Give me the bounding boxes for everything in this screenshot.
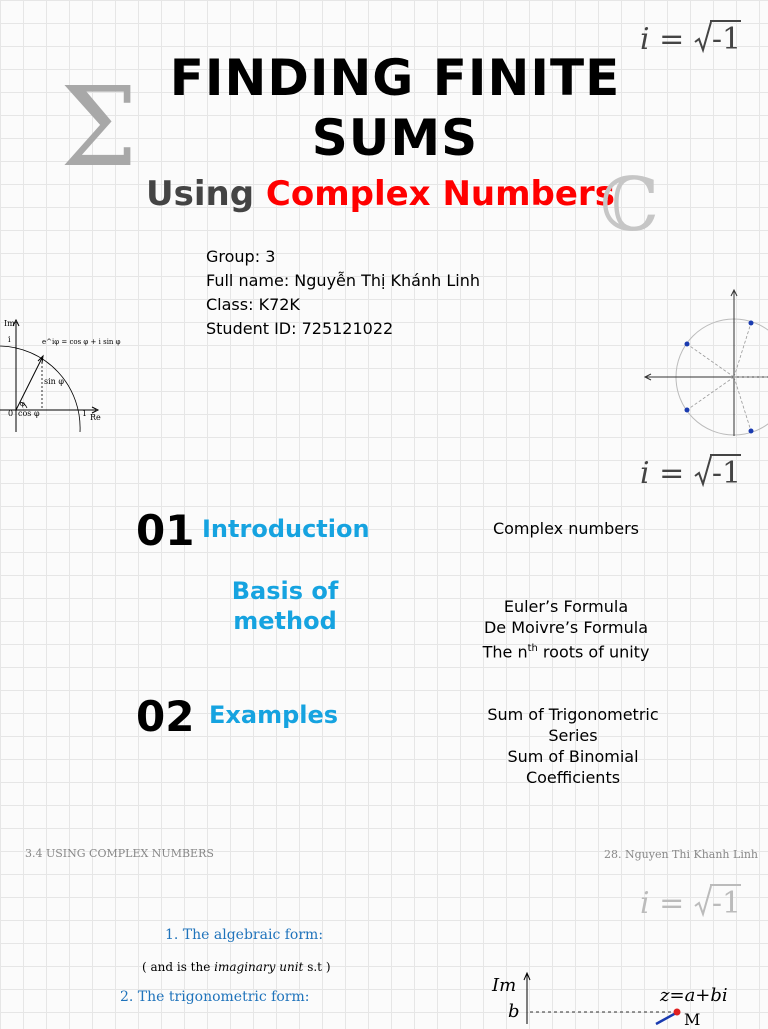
desc-de-moivre: De Moivre’s Formula — [483, 618, 649, 637]
section-title-introduction: Introduction — [202, 515, 370, 543]
student-info — [206, 245, 480, 341]
sqrt-icon — [694, 22, 741, 57]
complex-set-symbol: ℂ — [600, 162, 659, 248]
b-label: b — [508, 1001, 520, 1022]
section-title-basis — [200, 576, 370, 636]
footer-right: 28. Nguyen Thi Khanh Linh — [604, 848, 758, 861]
m-label: M — [684, 1010, 701, 1029]
desc-binom-1: Sum of Binomial — [507, 747, 639, 766]
trigonometric-form-heading: 2. The trigonometric form: — [120, 989, 310, 1005]
algebraic-form-slide — [0, 880, 768, 1029]
section-title-examples: Examples — [209, 701, 339, 729]
subtitle-using: Using — [146, 174, 266, 214]
title-line-1: FINDING FINITE — [169, 49, 621, 107]
euler-zero-label: 0 — [8, 409, 14, 418]
group-text: Group: 3 — [206, 247, 276, 266]
formula2-eq: = — [659, 456, 685, 491]
radical-sign-3-icon — [694, 884, 712, 918]
formula-i: i — [640, 22, 650, 57]
formula3-radicand: -1 — [711, 886, 742, 921]
imaginary-unit-note: ( and is the imaginary unit s.t ) — [142, 960, 331, 974]
z-label: z=a+bi — [660, 985, 728, 1006]
euler-phi-label: φ — [20, 400, 25, 408]
sqrt3-icon — [694, 886, 741, 921]
subtitle-complex-numbers: Complex Numbers — [265, 174, 615, 214]
euler-cos-label: cos φ — [18, 409, 40, 418]
algebraic-form-heading: 1. The algebraic form: — [165, 927, 324, 943]
desc-binom-2: Coefficients — [525, 768, 621, 787]
section-desc-examples — [463, 704, 683, 788]
euler-im-label: Im — [4, 319, 15, 328]
im-axis-label: Im — [492, 975, 517, 996]
title-slide — [0, 0, 768, 491]
title-line-2: SUMS — [311, 109, 479, 167]
subtitle — [146, 174, 615, 214]
basis-line-1: Basis of — [231, 577, 339, 605]
class-text: Class: K72K — [206, 295, 300, 314]
euler-one-label: 1 — [82, 409, 88, 418]
euler-re-label: Re — [90, 413, 101, 422]
page-title — [90, 48, 700, 168]
euler-i-label: i — [8, 335, 11, 344]
formula2-radicand: -1 — [711, 456, 742, 491]
formula3-i: i — [640, 886, 650, 921]
name-text: Full name: Nguyễn Thị Khánh Linh — [206, 271, 480, 290]
euler-formula-label: e^iφ = cos φ + i sin φ — [42, 338, 121, 346]
formula-radicand: -1 — [711, 22, 742, 57]
outline-slide — [0, 480, 768, 880]
section-desc-basis — [446, 596, 686, 662]
formula3-eq: = — [659, 886, 685, 921]
footer-left: 3.4 USING COMPLEX NUMBERS — [25, 847, 214, 860]
roots-of-unity-diagram — [640, 286, 768, 436]
basis-line-2: method — [233, 607, 337, 635]
student-id-text: Student ID: 725121022 — [206, 319, 394, 338]
desc-trig-1: Sum of Trigonometric — [487, 705, 659, 724]
radical-sign-icon — [694, 20, 712, 54]
euler-formula-diagram — [0, 312, 121, 436]
sigma-symbol: Σ — [60, 63, 138, 191]
imaginary-unit-formula-3 — [640, 886, 741, 921]
euler-sin-label: sin φ — [44, 377, 64, 386]
formula-eq: = — [659, 22, 685, 57]
section-number-01: 01 — [136, 506, 195, 555]
desc-nth-roots: The $n^{th}$ roots of unity — [482, 642, 650, 662]
imaginary-unit-formula — [640, 22, 741, 57]
desc-trig-2: Series — [548, 726, 598, 745]
section-number-02: 02 — [136, 692, 195, 741]
formula2-i: i — [640, 456, 650, 491]
desc-euler: Euler’s Formula — [503, 597, 629, 616]
section-desc-introduction: Complex numbers — [492, 519, 640, 538]
